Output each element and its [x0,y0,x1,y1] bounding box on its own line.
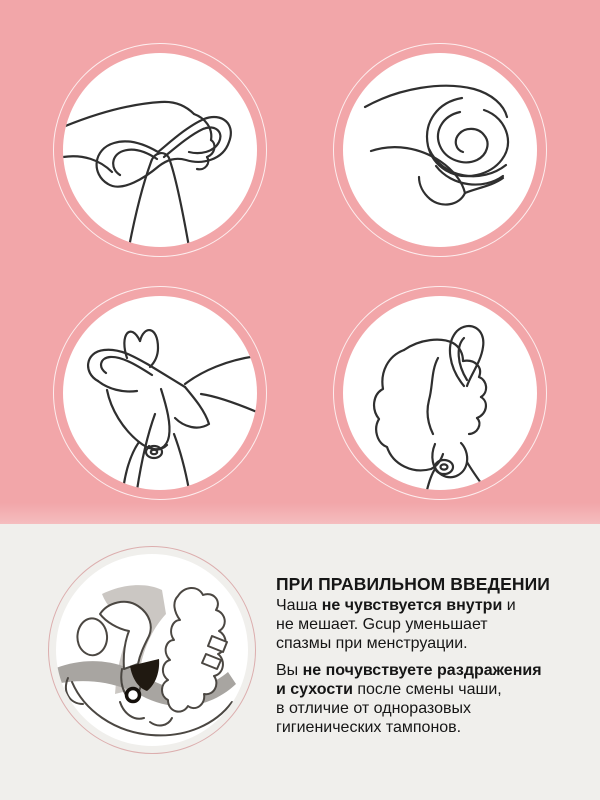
info-text-block [276,574,588,737]
s-fold-illustration [343,53,537,247]
fist-outline [374,340,486,471]
info-paragraph-1 [276,596,588,653]
p2-bold-text: и сухости [276,681,353,698]
p2-text: в отличие от одноразовых [276,700,471,717]
p2-text: гигиенических тампонов. [276,719,462,736]
folded-cup-loop [428,326,484,434]
press-flat-fold-illustration [63,53,257,247]
step-4-circle [343,296,537,490]
folded-cup-rim [88,350,185,392]
p1-text: спазмы при менструации. [276,635,468,652]
step-2-circle [343,53,537,247]
cup-body-and-stem [146,389,170,458]
step-3-circle [63,296,257,490]
info-paragraph-2 [276,661,588,737]
p1-text: не мешает. Gcup уменьшает [276,616,488,633]
p1-bold-text: не чувствуется внутри [321,597,503,614]
p2-bold-text: не почувствуете раздражения [302,662,542,679]
pelvis-cross-section-with-cup-illustration [56,554,248,746]
seven-fold-two-hands-illustration [63,296,257,490]
p1-text: и [502,597,516,614]
step-1-circle [63,53,257,247]
p2-text: после смены чаши, [352,681,502,698]
p1-text: Чаша [276,597,322,614]
info-heading: ПРИ ПРАВИЛЬНОМ ВВЕДЕНИИ [276,574,550,594]
p2-text: Вы [276,662,303,679]
hand-outline [365,86,507,205]
grip-hold-illustration [343,296,537,490]
flattened-cup-rim [97,117,231,187]
info-panel [0,524,600,800]
anatomy-circle [56,554,248,746]
s-folded-cup-rim [427,98,508,185]
